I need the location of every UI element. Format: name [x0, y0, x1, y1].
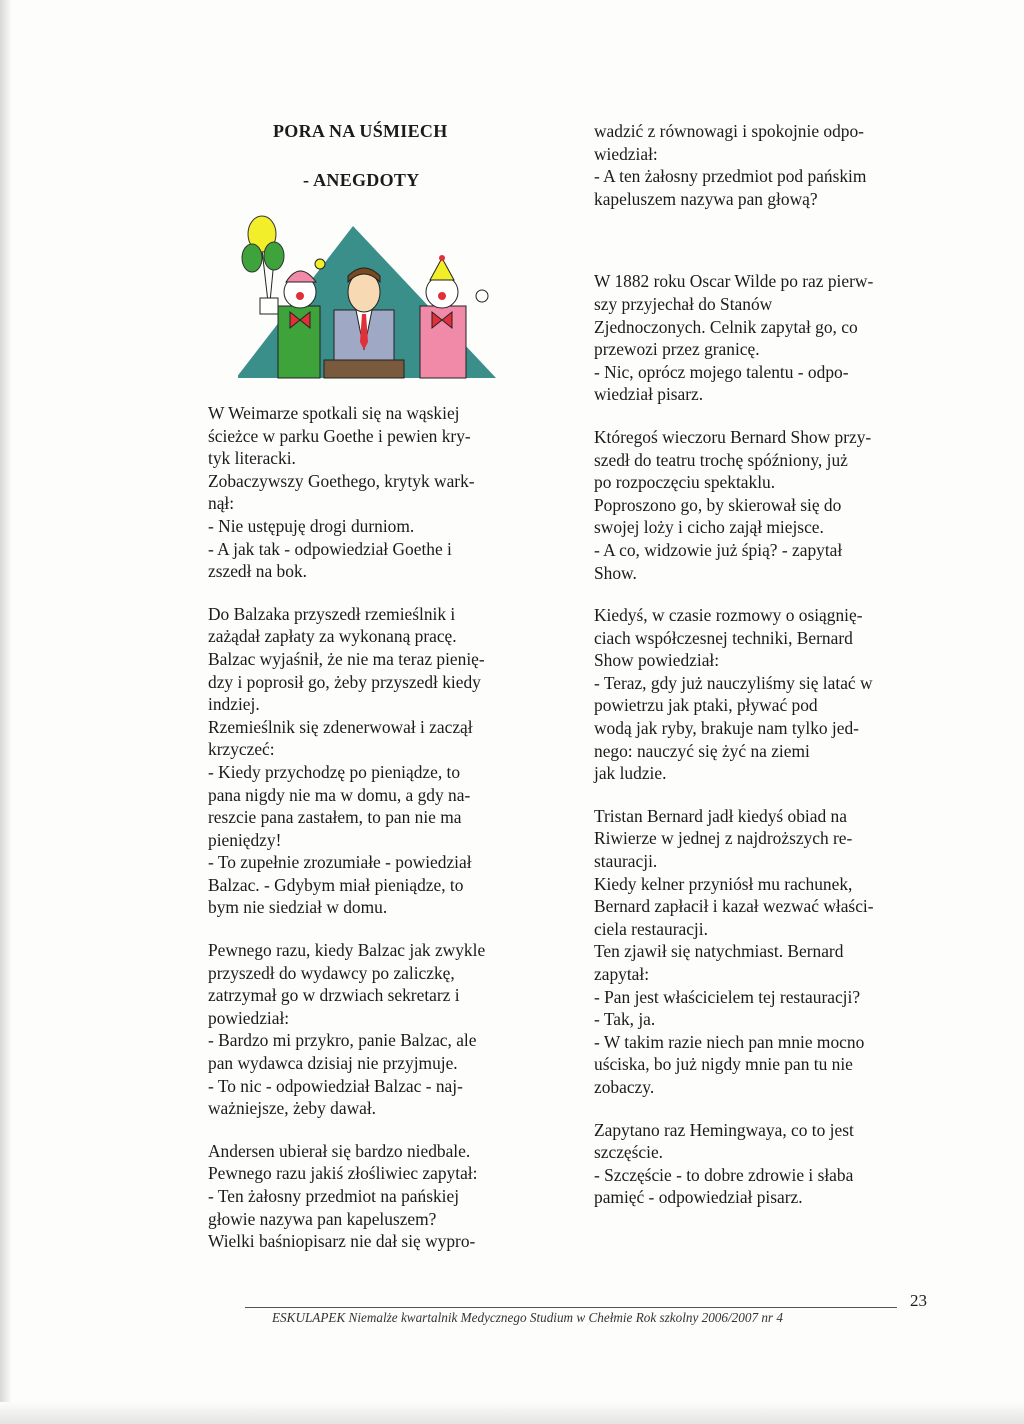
- text-line: - Ten żałosny przedmiot na pańskiej: [208, 1186, 460, 1206]
- text-line: pieniędzy!: [208, 829, 282, 850]
- text-line: - Teraz, gdy już nauczyliśmy się latać w: [594, 672, 873, 693]
- text-line: Poproszono go, by skierował się do: [594, 494, 842, 515]
- text-line: ciela restauracji.: [594, 918, 708, 939]
- anecdote-paragraph: [208, 402, 538, 583]
- anecdote-paragraph: [594, 1119, 934, 1209]
- text-line: Kiedyś, w czasie rozmowy o osiągnię-: [594, 605, 863, 626]
- text-line: przewozi przez granicę.: [594, 339, 760, 360]
- text-line: Balzac. - Gdybym miał pieniądze, to: [208, 874, 464, 895]
- text-line: Wielki baśniopisarz nie dał się wypro-: [208, 1231, 476, 1252]
- text-line: bym nie siedział w domu.: [208, 897, 388, 918]
- text-line: szy przyjechał do Stanów: [594, 293, 773, 314]
- text-line: Do Balzaka przyszedł rzemieślnik i: [208, 603, 456, 624]
- text-line: swojej loży i cicho zajął miejsce.: [594, 517, 824, 538]
- footer-divider: [245, 1307, 897, 1308]
- text-line: Któregoś wieczoru Bernard Show przy-: [594, 426, 872, 447]
- text-line: W Weimarze spotkali się na wąskiej: [208, 403, 460, 423]
- text-line: Tristan Bernard jadł kiedyś obiad na: [594, 805, 847, 826]
- text-line: szczęście.: [594, 1142, 664, 1163]
- text-line: ścieżce w parku Goethe i pewien kry-: [208, 425, 471, 446]
- anecdote-paragraph: [594, 426, 934, 584]
- text-line: przyszedł do wydawcy po zaliczkę,: [208, 962, 455, 983]
- text-line: - To nic - odpowiedział Balzac - naj-: [208, 1075, 463, 1096]
- left-column: [208, 402, 538, 1253]
- text-line: pan wydawca dzisiaj nie przyjmuje.: [208, 1053, 458, 1074]
- text-line: indziej.: [208, 694, 260, 715]
- text-line: - W takim razie niech pan mnie mocno: [594, 1031, 865, 1052]
- text-line: reszcie pana zastałem, to pan nie ma: [208, 807, 462, 828]
- text-line: Bernard zapłacił i kazał wezwać właści-: [594, 896, 874, 917]
- text-line: Ten zjawił się natychmiast. Bernard: [594, 941, 844, 962]
- text-line: - Bardzo mi przykro, panie Balzac, ale: [208, 1030, 477, 1051]
- text-line: Rzemieślnik się zdenerwował i zaczął: [208, 716, 473, 737]
- scan-shadow-left: [0, 0, 12, 1424]
- anecdote-paragraph: [594, 120, 934, 210]
- text-line: szedł do teatru trochę spóźniony, już: [594, 449, 848, 470]
- text-line: Zapytano raz Hemingwaya, co to jest: [594, 1119, 854, 1140]
- text-line: głowie nazywa pan kapeluszem?: [208, 1208, 437, 1229]
- text-line: wiedział pisarz.: [594, 384, 704, 405]
- text-line: Pewnego razu, kiedy Balzac jak zwykle: [208, 940, 486, 961]
- paragraph-gap: [594, 210, 934, 230]
- text-line: po rozpoczęciu spektaklu.: [594, 472, 776, 493]
- text-line: krzyczeć:: [208, 739, 275, 760]
- text-line: - A jak tak - odpowiedział Goethe i: [208, 538, 452, 559]
- text-line: ważniejsze, żeby dawał.: [208, 1098, 377, 1119]
- text-line: nął:: [208, 493, 235, 514]
- paragraph-gap: [594, 406, 934, 426]
- right-column: [594, 120, 934, 1209]
- text-line: zapytał:: [594, 964, 650, 984]
- text-line: W 1882 roku Oscar Wilde po raz pierw-: [594, 271, 874, 292]
- text-line: tyk literacki.: [208, 448, 296, 469]
- page-subtitle: - ANEGDOTY: [303, 170, 420, 190]
- paragraph-gap: [594, 584, 934, 604]
- page-number: 23: [910, 1291, 927, 1310]
- paragraph-gap: [208, 919, 538, 939]
- paragraph-gap: [208, 1120, 538, 1140]
- footer-text: ESKULAPEK Niemalże kwartalnik Medycznego Studium w Chełmie Rok szkolny 2006/2007 nr 4: [272, 1310, 783, 1325]
- anecdote-paragraph: [594, 604, 934, 785]
- text-line: - A ten żałosny przedmiot pod pańskim: [594, 166, 867, 187]
- text-line: ciach współczesnej techniki, Bernard: [594, 627, 853, 648]
- text-line: Show.: [594, 562, 637, 583]
- paragraph-gap: [594, 250, 934, 270]
- text-line: wadzić z równowagi i spokojnie odpo-: [594, 121, 864, 141]
- text-line: zobaczy.: [594, 1076, 655, 1097]
- clowns-illustration: [238, 210, 508, 386]
- text-line: - Pan jest właścicielem tej restauracji?: [594, 986, 861, 1007]
- text-line: pana nigdy nie ma w domu, a gdy na-: [208, 784, 471, 805]
- text-line: - Tak, ja.: [594, 1009, 656, 1030]
- text-line: - Nic, oprócz mojego talentu - odpo-: [594, 361, 849, 382]
- text-line: Riwierze w jednej z najdroższych re-: [594, 828, 853, 849]
- anecdote-paragraph: [594, 270, 934, 406]
- text-line: jak ludzie.: [594, 763, 667, 784]
- paragraph-gap: [208, 583, 538, 603]
- text-line: kapeluszem nazywa pan głową?: [594, 188, 818, 209]
- paragraph-gap: [594, 785, 934, 805]
- text-line: powietrzu jak ptaki, pływać pod: [594, 695, 818, 716]
- text-line: - Szczęście - to dobre zdrowie i słaba: [594, 1164, 854, 1185]
- text-line: Show powiedział:: [594, 650, 720, 671]
- text-line: Zobaczywszy Goethego, krytyk wark-: [208, 470, 475, 491]
- text-line: Kiedy kelner przyniósł mu rachunek,: [594, 873, 853, 894]
- text-line: - Kiedy przychodzę po pieniądze, to: [208, 761, 461, 782]
- text-line: Balzac wyjaśnił, że nie ma teraz pienię-: [208, 648, 485, 669]
- text-line: wodą jak ryby, brakuje nam tylko jed-: [594, 718, 859, 739]
- text-line: Andersen ubierał się bardzo niedbale.: [208, 1140, 471, 1161]
- anecdote-paragraph: [208, 1140, 538, 1253]
- text-line: stauracji.: [594, 851, 658, 872]
- anecdote-paragraph: [208, 603, 538, 919]
- anecdote-paragraph: [208, 939, 538, 1120]
- text-line: Pewnego razu jakiś złośliwiec zapytał:: [208, 1163, 478, 1184]
- text-line: zażądał zapłaty za wykonaną pracę.: [208, 626, 457, 647]
- anecdote-paragraph: [594, 805, 934, 1099]
- text-line: - To zupełnie zrozumiałe - powiedział: [208, 852, 472, 873]
- paragraph-gap: [594, 230, 934, 250]
- text-line: powiedział:: [208, 1007, 290, 1028]
- text-line: - A co, widzowie już śpią? - zapytał: [594, 539, 843, 560]
- text-line: - Nie ustępuję drogi durniom.: [208, 515, 415, 536]
- text-line: zatrzymał go w drzwiach sekretarz i: [208, 985, 460, 1006]
- text-line: pamięć - odpowiedział pisarz.: [594, 1187, 803, 1208]
- text-line: dzy i poprosił go, żeby przyszedł kiedy: [208, 671, 481, 692]
- text-line: uściska, bo już nigdy mnie pan tu nie: [594, 1054, 853, 1075]
- text-line: zszedł na bok.: [208, 561, 307, 582]
- paragraph-gap: [594, 1099, 934, 1119]
- text-line: wiedział:: [594, 143, 658, 164]
- text-line: Zjednoczonych. Celnik zapytał go, co: [594, 316, 858, 337]
- scan-shadow-bottom: [0, 1402, 1024, 1424]
- text-line: nego: nauczyć się żyć na ziemi: [594, 740, 810, 761]
- page-title: PORA NA UŚMIECH: [273, 121, 448, 141]
